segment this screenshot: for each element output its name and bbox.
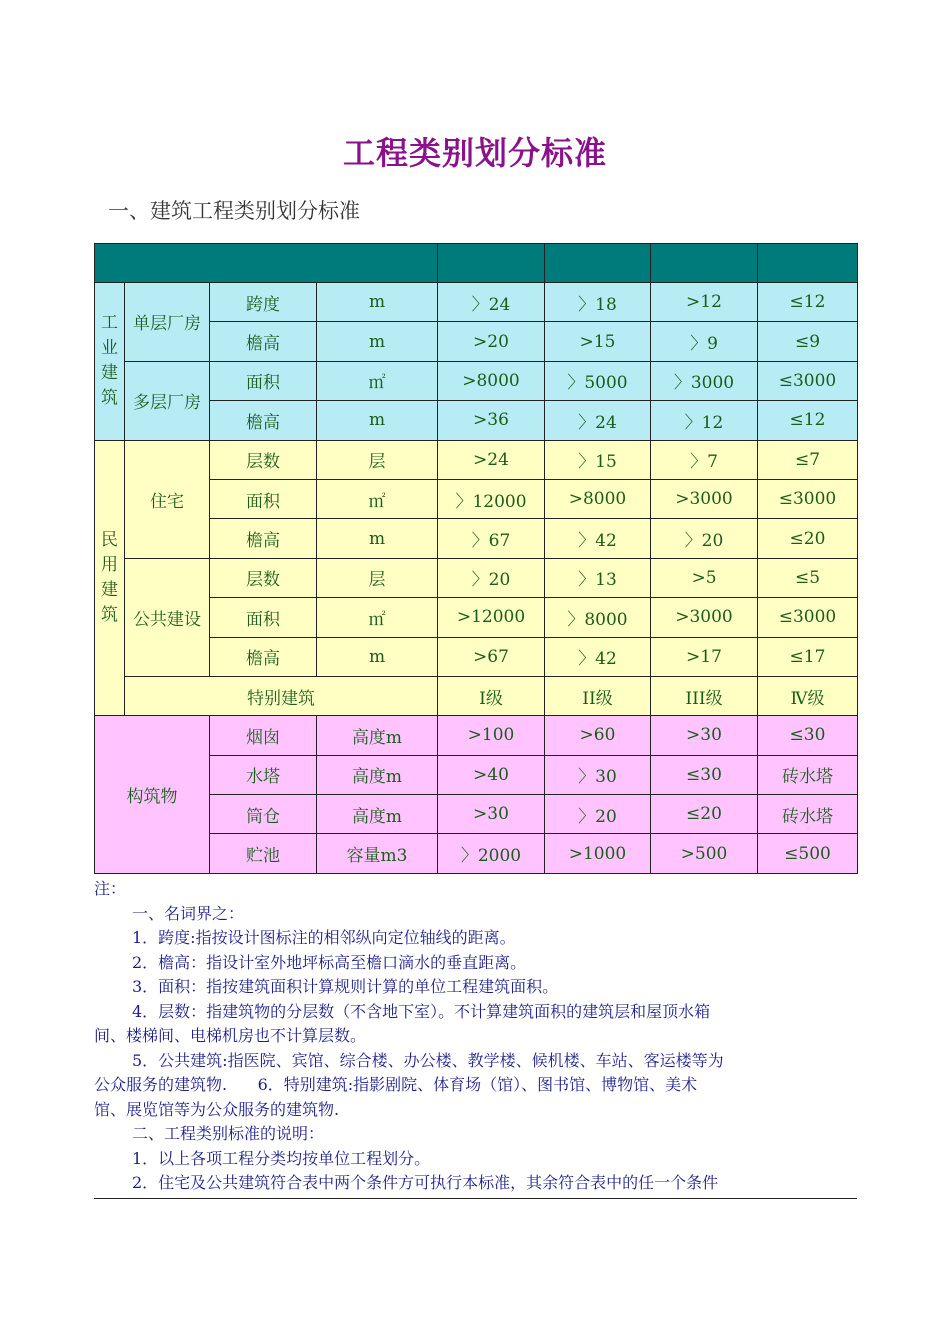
table-cell: 层 (317, 440, 438, 479)
notes-heading: 注： (94, 879, 127, 898)
table-cell: 〉15 (545, 440, 651, 479)
table-row (95, 322, 858, 361)
note-section-title: 二、工程类别标准的说明： (132, 1124, 325, 1143)
table-cell: 〉20 (545, 795, 651, 834)
table-cell: 〉13 (545, 558, 651, 597)
notes-section (94, 877, 857, 1196)
table-cell: 跨度 (210, 283, 317, 322)
table-cell: ㎡ (317, 361, 438, 400)
table-cell: ≤5 (758, 558, 858, 597)
table-cell: 〉24 (545, 401, 651, 440)
note-item: 1．跨度:指按设计图标注的相邻纵向定位轴线的距离。 (132, 928, 516, 947)
table-cell: 〉9 (651, 322, 758, 361)
note-item-continued: 间、楼梯间、电梯机房也不计算层数。 (94, 1026, 367, 1045)
table-cell: m (317, 322, 438, 361)
table-cell: 檐高 (210, 637, 317, 676)
table-cell: >12000 (438, 598, 545, 637)
table-cell: ㎡ (317, 479, 438, 518)
table-cell: 烟囱 (210, 716, 317, 755)
header-cell (651, 244, 758, 283)
table-cell: 高度m (317, 755, 438, 794)
table-row (95, 755, 858, 794)
note-item: 2．住宅及公共建筑符合表中两个条件方可执行本标准，其余符合表中的任一个条件 (132, 1173, 719, 1192)
table-cell: ≤3000 (758, 361, 858, 400)
table-cell: 面积 (210, 479, 317, 518)
table-cell: 高度m (317, 716, 438, 755)
category-structure: 构筑物 (95, 716, 210, 874)
table-row (95, 440, 858, 479)
table-cell: 砖水塔 (758, 795, 858, 834)
table-cell: 砖水塔 (758, 755, 858, 794)
note-item: 1．以上各项工程分类均按单位工程划分。 (132, 1148, 431, 1168)
table-row (95, 283, 858, 322)
table-header-row (95, 244, 858, 283)
header-cell (438, 244, 545, 283)
note-item: 3．面积：指按建筑面积计算规则计算的单位工程建筑面积。 (132, 977, 559, 996)
header-cell (758, 244, 858, 283)
table-cell: 檐高 (210, 322, 317, 361)
table-cell: >30 (651, 716, 758, 755)
table-cell: >8000 (438, 361, 545, 400)
header-cell (95, 244, 438, 283)
table-cell: >3000 (651, 479, 758, 518)
table-cell: 〉67 (438, 519, 545, 558)
classification-table (94, 243, 858, 874)
table-cell: ≤20 (651, 795, 758, 834)
table-row (95, 795, 858, 834)
note-item: 2．檐高：指设计室外地坪标高至檐口滴水的垂直距离。 (132, 952, 527, 972)
table-cell: 〉24 (438, 283, 545, 322)
section-heading: 一、建筑工程类别划分标准 (108, 199, 360, 223)
category-label: 民用建筑 (101, 529, 118, 625)
table-cell: 高度m (317, 795, 438, 834)
table-cell: ≤20 (758, 519, 858, 558)
note-item: 4．层数：指建筑物的分层数（不含地下室）。不计算建筑面积的建筑层和屋顶水箱 (132, 1001, 711, 1021)
table-cell: >30 (438, 795, 545, 834)
table-row (95, 519, 858, 558)
table-cell: 〉42 (545, 519, 651, 558)
table-row (95, 558, 858, 597)
table-row (95, 598, 858, 637)
table-cell: >67 (438, 637, 545, 676)
table-cell: ⅠⅠ级 (545, 676, 651, 715)
table-cell: m (317, 637, 438, 676)
table-cell: 面积 (210, 361, 317, 400)
category-civil (95, 440, 125, 716)
subcategory-single-storey: 单层厂房 (125, 283, 210, 362)
table-cell: 〉42 (545, 637, 651, 676)
table-cell: >17 (651, 637, 758, 676)
table-cell: ≤12 (758, 283, 858, 322)
subcategory-public: 公共建设 (125, 558, 210, 676)
table-cell: 〉12 (651, 401, 758, 440)
table-cell: >5 (651, 558, 758, 597)
header-cell (545, 244, 651, 283)
table-cell: 水塔 (210, 755, 317, 794)
table-cell: 〉20 (651, 519, 758, 558)
table-cell: >12 (651, 283, 758, 322)
page-title: 工程类别划分标准 (342, 134, 607, 172)
table-row-special (95, 676, 858, 715)
table-cell: ㎡ (317, 598, 438, 637)
table-cell: Ⅰ级 (438, 676, 545, 715)
note-item-continued: 馆、展览馆等为公众服务的建筑物. (94, 1099, 340, 1119)
table-cell: 贮池 (210, 834, 317, 874)
table-cell: ≤7 (758, 440, 858, 479)
table-cell: >24 (438, 440, 545, 479)
table-cell: ≤30 (758, 716, 858, 755)
page-divider (94, 1198, 857, 1199)
table-cell: 〉2000 (438, 834, 545, 874)
note-item: 5．公共建筑:指医院、宾馆、综合楼、办公楼、教学楼、候机楼、车站、客运楼等为 (132, 1050, 724, 1070)
table-cell: 容量m3 (317, 834, 438, 874)
table-cell: >100 (438, 716, 545, 755)
table-cell: >8000 (545, 479, 651, 518)
table-cell: ≤9 (758, 322, 858, 361)
special-building-label: 特别建筑 (125, 676, 438, 715)
table-cell: 〉5000 (545, 361, 651, 400)
table-cell: 檐高 (210, 401, 317, 440)
category-label: 工业建筑 (101, 313, 118, 409)
table-cell: >3000 (651, 598, 758, 637)
table-cell: >60 (545, 716, 651, 755)
table-cell: ≤17 (758, 637, 858, 676)
table-cell: m (317, 519, 438, 558)
note-item-continued: 公众服务的建筑物. 6．特别建筑:指影剧院、体育场（馆）、图书馆、博物馆、美术 (94, 1075, 698, 1094)
table-cell: m (317, 401, 438, 440)
table-row (95, 834, 858, 874)
table-cell: ≤3000 (758, 598, 858, 637)
table-cell: >36 (438, 401, 545, 440)
table-cell: 〉12000 (438, 479, 545, 518)
table-cell: 〉18 (545, 283, 651, 322)
table-cell: 筒仓 (210, 795, 317, 834)
table-row (95, 637, 858, 676)
table-cell: >40 (438, 755, 545, 794)
table-cell: 层 (317, 558, 438, 597)
table-cell: ≤30 (651, 755, 758, 794)
table-cell: ≤3000 (758, 479, 858, 518)
table-row (95, 361, 858, 400)
table-cell: >500 (651, 834, 758, 874)
table-cell: ⅠⅠⅠ级 (651, 676, 758, 715)
table-cell: ≤12 (758, 401, 858, 440)
table-cell: m (317, 283, 438, 322)
note-section-title: 一、名词界之： (132, 903, 245, 923)
table-row (95, 479, 858, 518)
table-cell: ≤500 (758, 834, 858, 874)
subcategory-multi-storey: 多层厂房 (125, 361, 210, 440)
table-cell: Ⅳ级 (758, 676, 858, 715)
table-cell: 〉3000 (651, 361, 758, 400)
table-cell: >1000 (545, 834, 651, 874)
table-cell: 〉8000 (545, 598, 651, 637)
subcategory-residential: 住宅 (125, 440, 210, 558)
table-cell: 檐高 (210, 519, 317, 558)
category-industrial (95, 283, 125, 441)
table-cell: 层数 (210, 558, 317, 597)
table-row (95, 401, 858, 440)
table-cell: >15 (545, 322, 651, 361)
table-row (95, 716, 858, 755)
table-cell: 层数 (210, 440, 317, 479)
table-cell: 面积 (210, 598, 317, 637)
table-cell: 〉20 (438, 558, 545, 597)
table-cell: 〉30 (545, 755, 651, 794)
table-cell: 〉7 (651, 440, 758, 479)
table-cell: >20 (438, 322, 545, 361)
